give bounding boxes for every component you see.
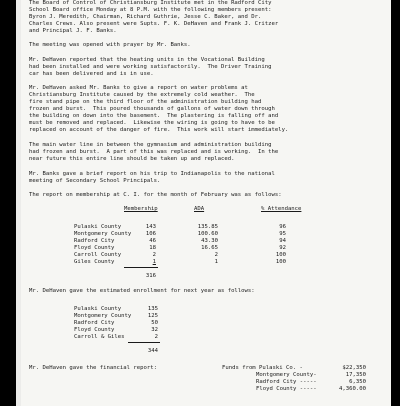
membership-total: 316 [145,273,156,279]
total-rule [124,267,158,268]
ada-value: 1 [214,259,218,265]
financial-label: Funds from Pulaski Co. - [222,365,303,371]
membership-value: 1 [152,259,156,265]
enrollment-value: 32 [151,327,158,333]
text-line: Mr. Banks gave a brief report on his trip to Indianapolis to the national [29,171,275,177]
text-line: near future this entire line should be taken up and replaced. [29,156,235,162]
text-line: car has been delivered and is in use. [29,71,154,77]
attendance-value: 95 [279,231,286,237]
total-rule [128,342,160,343]
text-line: and Principal J. F. Banks. [29,28,117,34]
ada-value: 43.30 [201,238,218,244]
text-line: must be removed and replaced. Likewise the wiring is going to have to be [29,120,275,126]
county-name: Floyd County [74,245,115,251]
text-line: had been installed and were working satisfactorily. The Driver Training [29,64,272,70]
attendance-value: 96 [279,224,286,230]
membership-value: 106 [145,231,156,237]
text-line: School Board office Monday at 8 P.M. with the following members present: [29,7,272,13]
ada-value: 2 [214,252,218,258]
membership-header: Membership [124,206,158,212]
attendance-value: 100 [275,259,286,265]
attendance-value: 94 [279,238,286,244]
attendance-header: % Attendance [261,206,302,212]
county-name: Radford City [74,320,115,326]
county-name: Radford City [74,238,115,244]
text-line: frozen and burst. This poured thousands of gallons of water down through [29,106,275,112]
county-name: Carroll & Giles [74,334,125,340]
text-line: replaced on account of the danger of fire. This work will start immediately. [29,127,289,133]
financial-intro: Mr. DeHaven gave the financial report: [29,365,157,371]
text-line: Byron J. Meredith, Chairman, Richard Guthrie, Jesse C. Baker, and Dr. [29,14,262,20]
text-line: fire stand pipe on the third floor of the administration building had [29,99,262,105]
text-line: The Board of Control of Christiansburg Institute met in the Radford City [29,0,272,6]
text-line: the building on down into the basement. The plastering is falling off and [29,113,279,119]
ada-header: ADA [194,206,205,212]
text-line: Mr. DeHaven asked Mr. Banks to give a report on water problems at [29,85,248,91]
text-line: meeting of Secondary School Principals. [29,178,161,184]
enrollment-value: 135 [147,306,158,312]
ada-value: 100.60 [197,231,218,237]
ada-value: 16.65 [201,245,218,251]
text-line: had frozen and burst. A part of this was replaced and is working. In the [29,149,279,155]
enrollment-value: 125 [147,313,158,319]
financial-value: 17,350 [345,372,366,378]
enrollment-value: 2 [154,334,158,340]
document-page [16,0,391,406]
county-name: Floyd County [74,327,115,333]
financial-value: 4,360.00 [339,386,366,392]
text-line: The main water line in between the gymnasium and administration building [29,142,272,148]
financial-name: Floyd County ----- [256,386,317,392]
county-name: Carroll County [74,252,122,258]
financial-value: 6,350 [349,379,366,385]
financial-value: $22,350 [342,365,366,371]
attendance-value: 100 [275,252,286,258]
membership-intro: The report on membership at C. I. for the month of February was as follows: [29,192,282,198]
financial-name: Radford City ----- [256,379,317,385]
page-edge [16,0,21,406]
enrollment-value: 50 [151,320,158,326]
text-line: Mr. DeHaven reported that the heating units in the Vocational Building [29,57,265,63]
text-line: Christiansburg Institute caused by the extremely cold weather. The [29,92,255,98]
membership-value: 46 [149,238,156,244]
text-line: Charles Crews. Also present were Supts. F. K. DeHaven and Frank J. Critzer [29,21,279,27]
county-name: Pulaski County [74,306,122,312]
enrollment-intro: Mr. DeHaven gave the estimated enrollment for next year as follows: [29,288,255,294]
county-name: Montgomery County [74,231,132,237]
membership-value: 143 [145,224,156,230]
county-name: Giles County [74,259,115,265]
membership-value: 2 [152,252,156,258]
financial-name: Montgomery County- [256,372,317,378]
enrollment-total: 344 [147,348,158,354]
membership-value: 18 [149,245,156,251]
county-name: Montgomery County [74,313,132,319]
attendance-value: 92 [279,245,286,251]
county-name: Pulaski County [74,224,122,230]
prayer-paragraph: The meeting was opened with prayer by Mr. Banks. [29,42,191,48]
ada-value: 135.85 [197,224,218,230]
